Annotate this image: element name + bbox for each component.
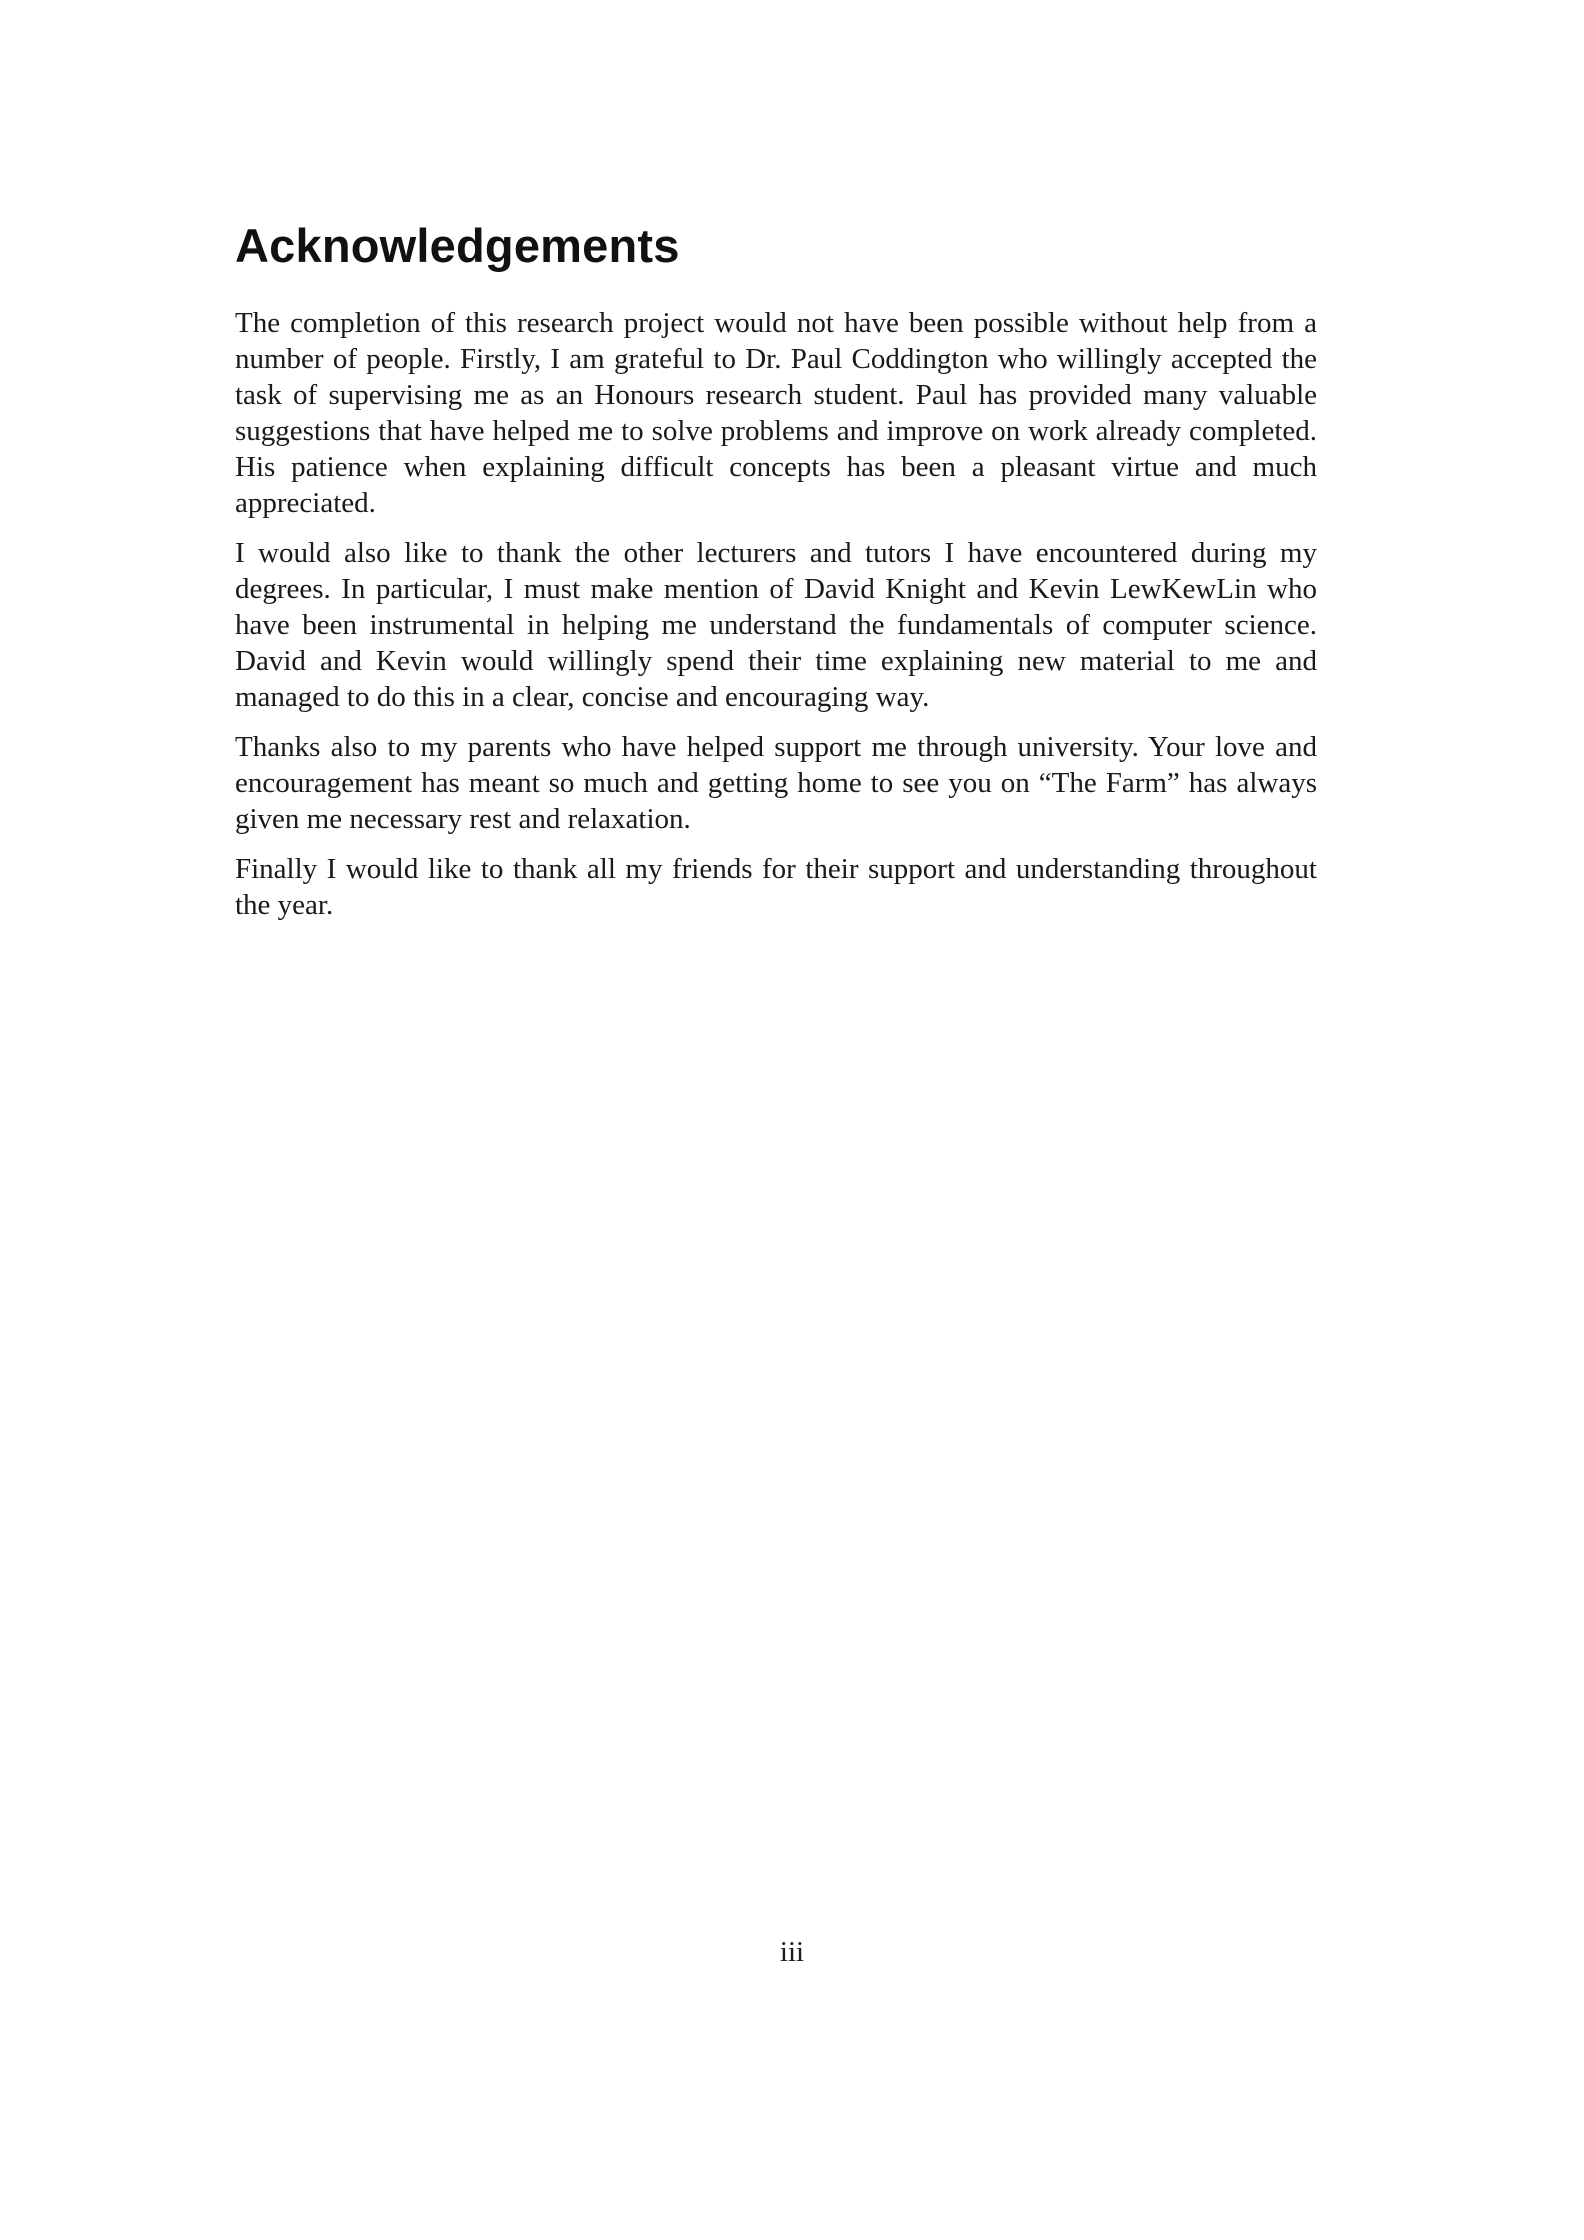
paragraph-lecturers: I would also like to thank the other lecturers and tutors I have encountered during my degrees. In particular, I must make mention of David Knight and Kevin LewKewLin who have been instrumental in helping me understand the fundamentals of computer science. David and Kevin would willingly spend their time explaining new material to me and managed to do this in a clear, concise and encouraging way. [235,537,1317,713]
paragraph-supervisor: The completion of this research project would not have been possible without help from a number of people. Firstly, I am grateful to Dr. Paul Coddington who willingly accepted the task of supervising me as an Honours research student. Paul has provided many valuable suggestions that have helped me to solve problems and improve on work already completed. His patience when explaining difficult concepts has been a pleasant virtue and much appreciated. [235,307,1317,519]
page-title: Acknowledgements [235,219,680,272]
paragraph-friends: Finally I would like to thank all my friends for their support and understanding throughout the year. [235,853,1317,921]
acknowledgements-body [235,305,1317,937]
paragraph-parents: Thanks also to my parents who have helped support me through university. Your love and encouragement has meant so much and getting home to see you on “The Farm” has always given me necessary rest and relaxation. [235,731,1317,835]
page-number: iii [779,1936,805,1968]
